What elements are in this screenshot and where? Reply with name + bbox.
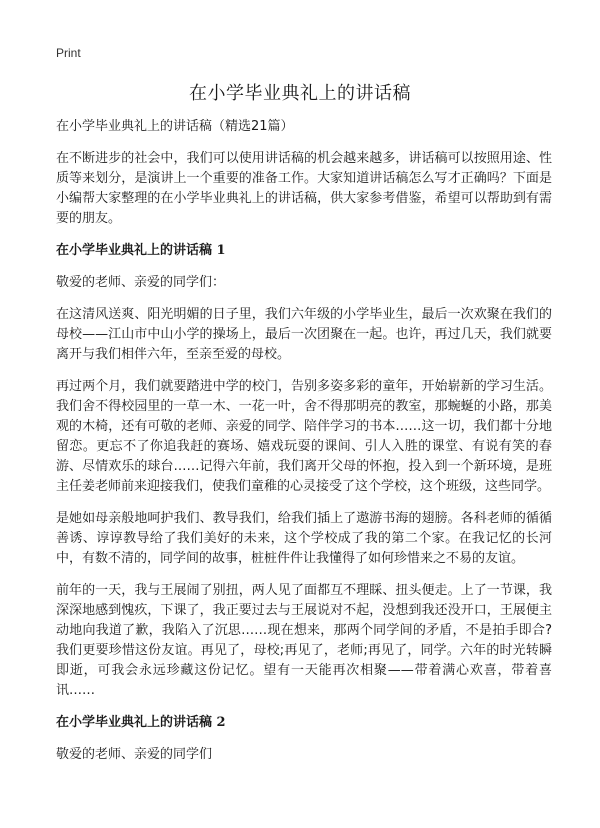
section-heading-2: 在小学毕业典礼上的讲话稿 2 bbox=[56, 715, 226, 730]
section-heading-1: 在小学毕业典礼上的讲话稿 1 bbox=[56, 243, 226, 258]
print-link[interactable]: Print bbox=[56, 46, 81, 60]
document-subtitle: 在小学毕业典礼上的讲话稿（精选21篇） bbox=[56, 119, 294, 134]
salutation-1: 敬爱的老师、亲爱的同学们： bbox=[56, 275, 226, 290]
section-1-paragraph-3: 是她如母亲般地呵护我们、教导我们，给我们插上了遨游书海的翅膀。各科老师的循循善诱、谆谆教导给了我们美好的未来，这个学校成了我的第二个家。在我记忆的长河中，有数不清的，同学间的故事，桩桩件件让我懂得了如何珍惜来之不易的友谊。 bbox=[56, 511, 552, 566]
document-body bbox=[56, 117, 552, 777]
section-1-paragraph-4: 前年的一天，我与王展闹了别扭，两人见了面都互不理睬、扭头便走。上了一节课，我深深地感到愧疚，下课了，我正要过去与王展说对不起，没想到我还没开口，王展便主动地向我道了歉，我陷入了沉思……现在想来，那两个同学间的矛盾，不是拍手即合?我们更要珍惜这份友谊。再见了，母校;再见了，老师;再见了，同学。六年的时光转瞬即逝，可我会永远珍藏这份记忆。望有一天能再次相聚——带着满心欢喜，带着喜讯…… bbox=[56, 583, 552, 698]
section-1-paragraph-2: 再过两个月，我们就要踏进中学的校门，告别多姿多彩的童年，开始崭新的学习生活。我们舍不得校园里的一草一木、一花一叶，舍不得那明亮的教室，那蜿蜒的小路，那美观的木椅，还有可敬的老师、亲爱的同学、陪伴学习的书本……这一切，我们都十分地留恋。更忘不了你追我赶的赛场、嬉戏玩耍的课间、引人入胜的课堂、有说有笑的春游、尽情欢乐的球台……记得六年前，我们离开父母的怀抱，投入到一个新环境，是班主任姜老师前来迎接我们，使我们童稚的心灵接受了这个学校，这个班级，这些同学。 bbox=[56, 379, 552, 494]
intro-paragraph: 在不断进步的社会中，我们可以使用讲话稿的机会越来越多，讲话稿可以按照用途、性质等来划分，是演讲上一个重要的准备工作。大家知道讲话稿怎么写才正确吗？下面是小编帮大家整理的在小学毕业典礼上的讲话稿，供大家参考借鉴，希望可以帮助到有需要的朋友。 bbox=[56, 151, 552, 226]
document-title: 在小学毕业典礼上的讲话稿 bbox=[189, 83, 411, 104]
section-1-paragraph-1: 在这清风送爽、阳光明媚的日子里，我们六年级的小学毕业生，最后一次欢聚在我们的母校——江山市中山小学的操场上，最后一次团聚在一起。也许，再过几天，我们就要离开与我们相伴六年，至亲至爱的母校。 bbox=[56, 307, 552, 362]
salutation-2: 敬爱的老师、亲爱的同学们 bbox=[56, 747, 213, 762]
